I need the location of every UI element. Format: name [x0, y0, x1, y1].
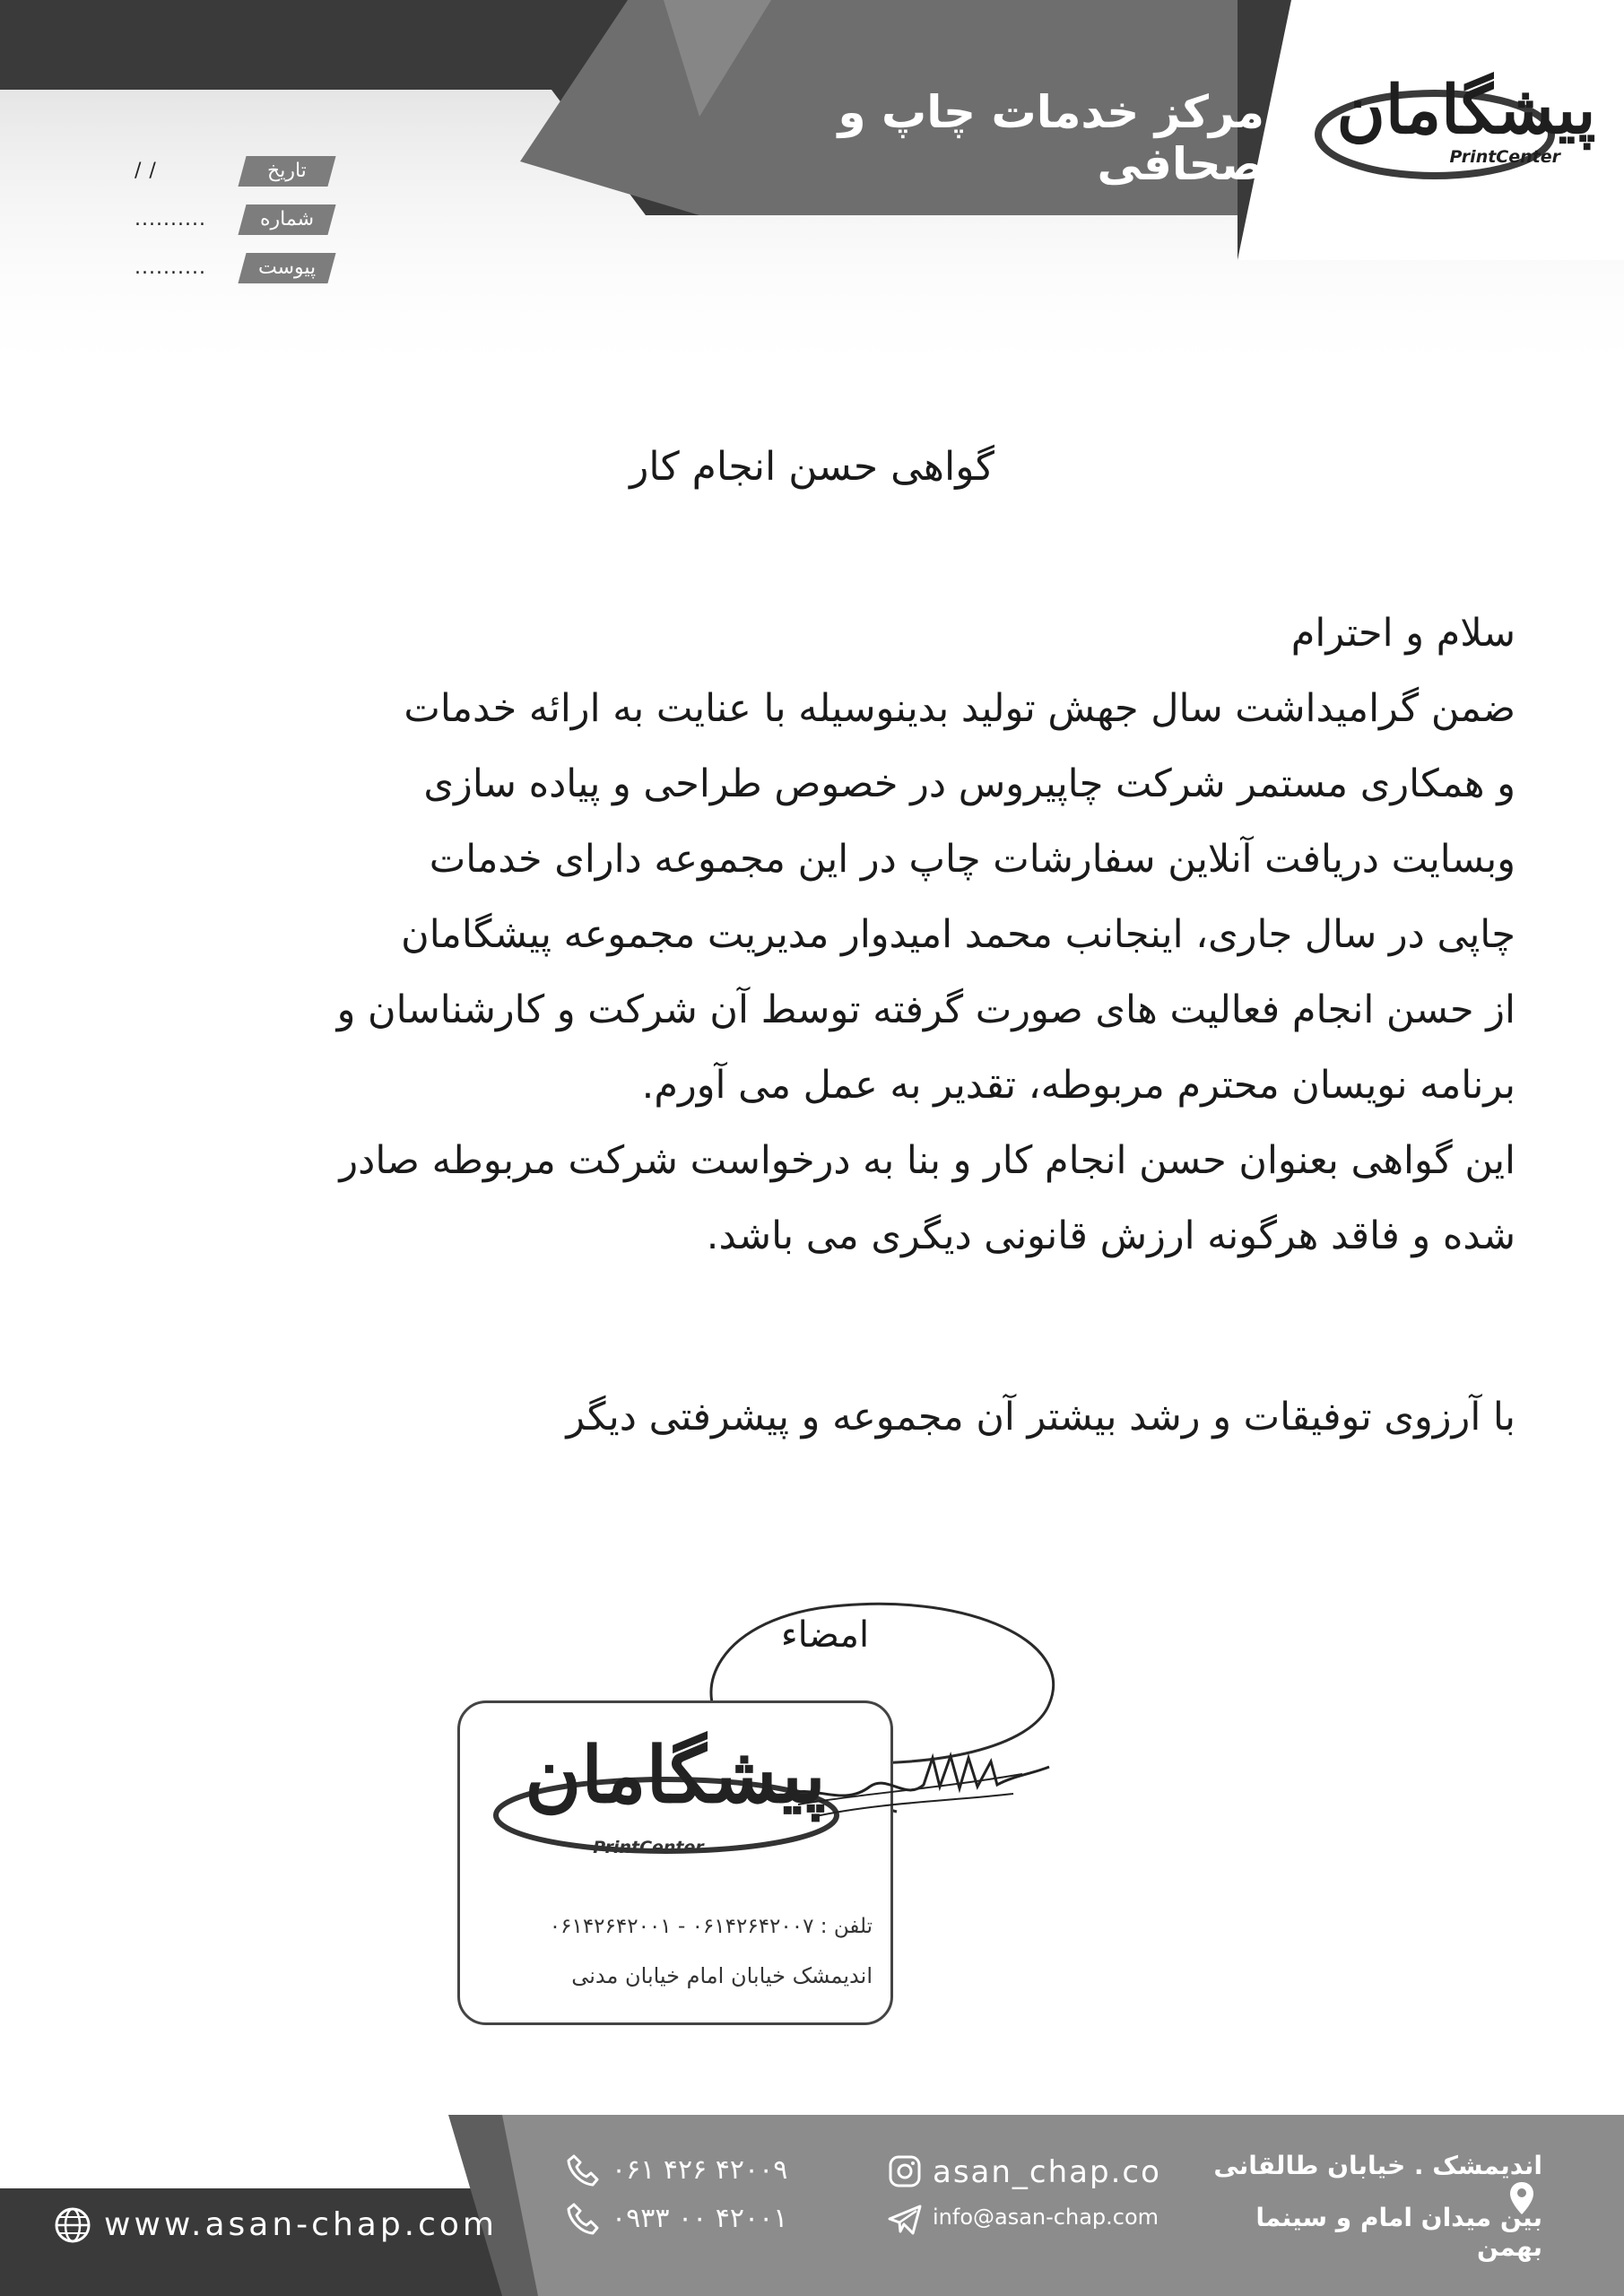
globe-icon — [54, 2206, 91, 2244]
header-background — [0, 0, 1624, 395]
footer-address-1 — [1193, 2151, 1542, 2192]
stamp-logo-persian: پیشگامان — [525, 1730, 826, 1821]
phone-1-text: ۰۶۱ ۴۲۶ ۴۲۰۰۹ — [612, 2154, 788, 2186]
letter-line: شده و فاقد هرگونه ارزش قانونی دیگری می باشد. — [706, 1213, 1515, 1258]
letter-line: چاپی در سال جاری، اینجانب محمد امیدوار مدیریت مجموعه پیشگامان — [401, 912, 1515, 957]
footer-phone-1[interactable] — [565, 2151, 834, 2192]
logo-persian-text: پیشگامان — [1336, 72, 1596, 149]
website-text: www.asan-chap.com — [104, 2206, 499, 2243]
stamp-phone: تلفن : ۰۶۱۴۲۶۴۲۰۰۷ - ۰۶۱۴۲۶۴۲۰۰۱ — [549, 1915, 873, 1938]
meta-attachment-label: پیوست — [238, 253, 335, 283]
letter-line: و همکاری مستمر شرکت چاپیروس در خصوص طراحی و پیاده سازی — [423, 761, 1515, 806]
stamp-address: اندیمشک خیابان امام خیابان مدنی — [571, 1963, 873, 1988]
meta-number — [135, 204, 332, 240]
letter-line: برنامه نویسان محترم مربوطه، تقدیر به عمل می آورم. — [641, 1063, 1515, 1108]
meta-attachment-value: .......... — [135, 257, 206, 279]
meta-date-label: تاریخ — [238, 156, 335, 187]
footer-website[interactable] — [54, 2203, 520, 2248]
signature-scribble — [789, 1731, 1058, 1830]
logo-english-text: PrintCenter — [1449, 147, 1560, 167]
instagram-icon — [888, 2154, 922, 2188]
footer-email[interactable] — [888, 2203, 1175, 2244]
letter-title: گواهی حسن انجام کار — [630, 444, 994, 490]
meta-attachment — [135, 253, 332, 289]
footer-address-2: بین میدان امام و سینما بهمن — [1255, 2203, 1542, 2262]
signature-label: امضاء — [780, 1614, 870, 1656]
footer-instagram[interactable] — [888, 2152, 1175, 2194]
email-text: info@asan-chap.com — [933, 2205, 1159, 2230]
telegram-icon — [888, 2205, 922, 2235]
meta-number-label: شماره — [238, 204, 335, 235]
meta-date-value: / / — [135, 160, 157, 182]
phone-icon — [565, 2152, 601, 2188]
letter-line: از حسن انجام فعالیت های صورت گرفته توسط آن شرکت و کارشناسان و — [336, 987, 1515, 1032]
letter-body — [117, 597, 1515, 1315]
stamp-logo-english: PrintCenter — [593, 1838, 704, 1857]
meta-number-value: .......... — [135, 208, 206, 230]
header-logo — [1318, 72, 1614, 188]
phone-icon — [565, 2201, 601, 2237]
instagram-text: asan_chap.co — [933, 2154, 1161, 2190]
center-name: مرکز خدمات چاپ و صحافی — [838, 86, 1264, 190]
letter-line: ضمن گرامیداشت سال جهش تولید بدینوسیله با عنایت به ارائه خدمات — [404, 686, 1515, 731]
phone-2-text: ۰۹۳۳ ۰۰ ۴۲۰۰۱ — [612, 2203, 788, 2234]
letter-line: وبسایت دریافت آنلاین سفارشات چاپ در این مجموعه دارای خدمات — [429, 837, 1515, 882]
address-line-1: اندیمشک . خیابان طالقانی — [1213, 2151, 1542, 2180]
letter-line: این گواهی بعنوان حسن انجام کار و بنا به درخواست شرکت مربوطه صادر — [339, 1138, 1515, 1183]
letter-closing: با آرزوی توفیقات و رشد بیشتر آن مجموعه و پیشرفتی دیگر — [566, 1395, 1515, 1439]
meta-date — [135, 156, 332, 192]
letter-line: سلام و احترام — [1290, 611, 1515, 656]
footer-phone-2[interactable] — [565, 2199, 834, 2240]
